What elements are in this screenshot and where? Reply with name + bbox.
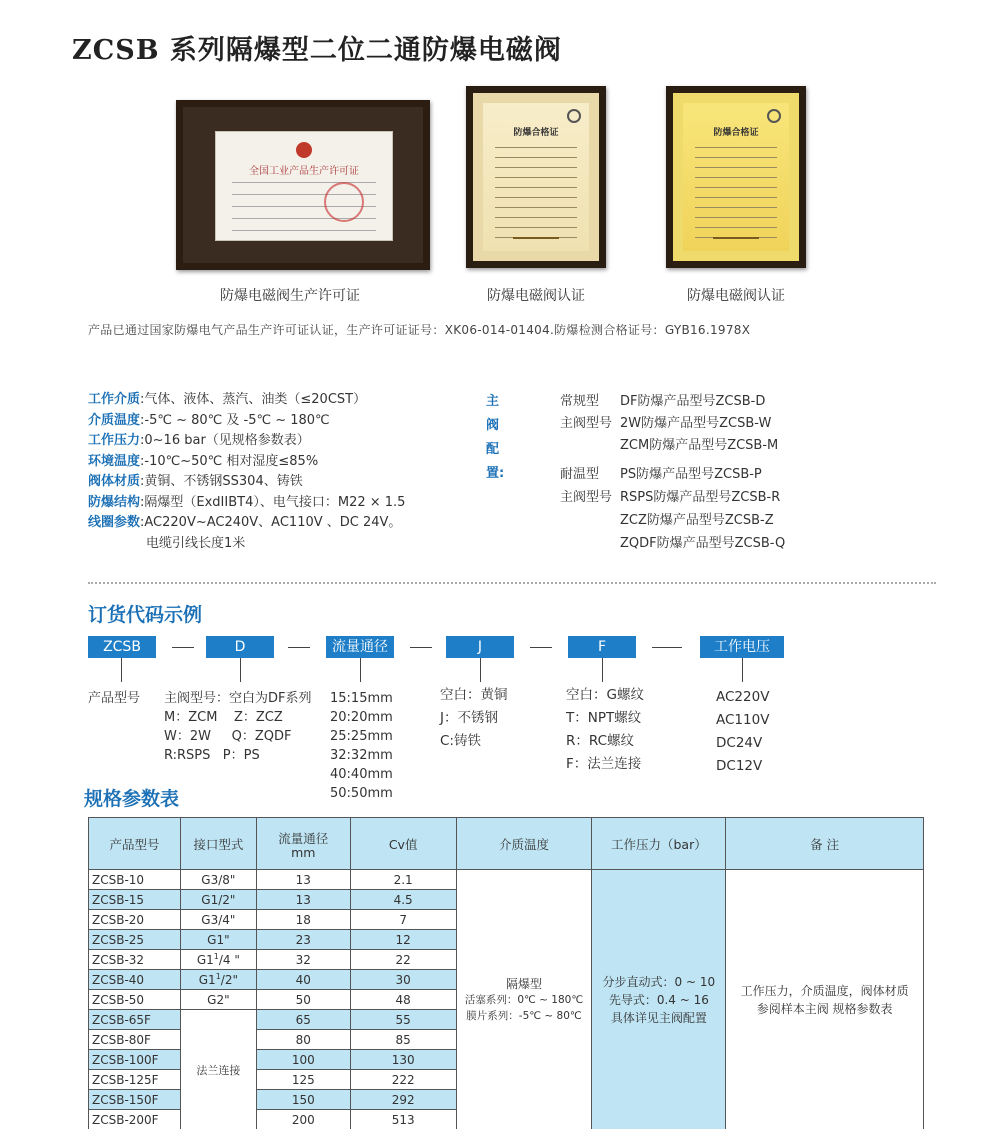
code-box-main: D (206, 636, 274, 658)
cell-pressure: 分步直动式：0 ~ 10 先导式：0.4 ~ 16 具体详见主阀配置 (592, 870, 726, 1129)
cell-cv: 48 (350, 990, 456, 1010)
config-group: 主阀型号 (560, 490, 613, 505)
config-group: 常规型 (560, 394, 600, 409)
connector-line (742, 658, 743, 682)
code-box-dn: 流量通径 (326, 636, 394, 658)
cell-dn: 150 (256, 1090, 350, 1110)
config-model: ZQDF防爆产品型号ZCSB-Q (620, 536, 786, 551)
code-dash (652, 647, 682, 648)
cell-dn: 40 (256, 970, 350, 990)
order-section-title: 订货代码示例 (88, 604, 203, 626)
cell-dn: 80 (256, 1030, 350, 1050)
cell-port: G3/4" (180, 910, 256, 930)
code-dash (288, 647, 310, 648)
explosion-proof-certificate-1 (466, 86, 606, 268)
spec-table (88, 817, 924, 1129)
spec-value: :-10℃~50℃ 相对湿度≤85% (140, 453, 319, 469)
certificate-caption: 防爆电磁阀认证 (687, 288, 785, 304)
cell-dn: 18 (256, 910, 350, 930)
spec-value: :气体、液体、蒸汽、油类（≤20CST） (140, 392, 367, 407)
spec-item (88, 493, 405, 514)
spec-key: 防爆结构 (88, 494, 141, 510)
config-group: 耐温型 (560, 467, 600, 482)
th-dn: 流量通径 mm (256, 818, 350, 870)
config-model: ZCM防爆产品型号ZCSB-M (620, 438, 779, 453)
code-dash (410, 647, 432, 648)
spec-item (88, 452, 405, 473)
th-medium-temp: 介质温度 (456, 818, 592, 870)
cell-cv: 55 (350, 1010, 456, 1030)
spec-extra: 电缆引线长度1米 (146, 535, 246, 551)
spec-item (88, 472, 405, 493)
config-model: ZCZ防爆产品型号ZCSB-Z (620, 513, 774, 528)
cell-dn: 100 (256, 1050, 350, 1070)
table-section-title: 规格参数表 (84, 788, 180, 810)
cell-cv: 22 (350, 950, 456, 970)
cell-model: ZCSB-25 (89, 930, 181, 950)
config-model: 2W防爆产品型号ZCSB-W (620, 416, 772, 431)
cell-model: ZCSB-50 (89, 990, 181, 1010)
connector-line (480, 658, 481, 682)
certificate-caption: 防爆电磁阀认证 (487, 288, 585, 304)
cell-model: ZCSB-80F (89, 1030, 181, 1050)
certificate-caption: 防爆电磁阀生产许可证 (220, 288, 360, 304)
cert-logo-icon (567, 109, 581, 123)
spec-key: 工作压力 (88, 433, 141, 448)
desc-voltage: AC220V AC110V DC24V DC12V (716, 689, 770, 774)
cell-cv: 222 (350, 1070, 456, 1090)
spec-value: :-5℃ ~ 80℃ 及 -5℃ ~ 180℃ (140, 412, 330, 428)
cell-model: ZCSB-150F (89, 1090, 181, 1110)
code-dash (172, 647, 194, 648)
cell-dn: 13 (256, 890, 350, 910)
spec-key: 工作介质 (88, 392, 141, 407)
connector-line (121, 658, 122, 682)
cell-port: G1/2" (180, 890, 256, 910)
desc-dn: 15:15mm 20:20mm 25:25mm 32:32mm 40:40mm 50:50mm (330, 691, 393, 801)
red-seal-icon (324, 182, 364, 222)
spec-value: :AC220V~AC240V、AC110V 、DC 24V。 (140, 515, 402, 530)
code-box-voltage: 工作电压 (700, 636, 784, 658)
connector-line (360, 658, 361, 682)
cell-model: ZCSB-40 (89, 970, 181, 990)
cell-cv: 30 (350, 970, 456, 990)
spec-list (88, 390, 405, 554)
code-box-material: J (446, 636, 514, 658)
connector-line (240, 658, 241, 682)
desc-thread: 空白：G螺纹 T：NPT螺纹 R：RC螺纹 F：法兰连接 (566, 687, 644, 772)
cell-medium-temp: 隔爆型 活塞系列：0℃ ~ 180℃ 膜片系列：-5℃ ~ 80℃ (456, 870, 592, 1129)
explosion-proof-certificate-2 (666, 86, 806, 268)
spec-key: 阀体材质 (88, 474, 141, 489)
cell-dn: 200 (256, 1110, 350, 1129)
cell-model: ZCSB-200F (89, 1110, 181, 1129)
cell-dn: 50 (256, 990, 350, 1010)
cell-dn: 23 (256, 930, 350, 950)
cell-port: G3/8" (180, 870, 256, 890)
dotted-divider (88, 582, 936, 584)
th-cv: Cv值 (350, 818, 456, 870)
cell-cv: 130 (350, 1050, 456, 1070)
certificate-doc-title: 防爆合格证 (713, 128, 759, 138)
config-model: DF防爆产品型号ZCSB-D (620, 394, 766, 409)
config-model: PS防爆产品型号ZCSB-P (620, 467, 762, 482)
cell-model: ZCSB-100F (89, 1050, 181, 1070)
spec-value: :隔爆型（ExdIIBT4）、电气接口：M22 × 1.5 (140, 494, 406, 510)
cell-dn: 32 (256, 950, 350, 970)
desc-product: 产品型号 (88, 691, 141, 706)
cell-model: ZCSB-65F (89, 1010, 181, 1030)
code-box-product: ZCSB (88, 636, 156, 658)
th-pressure: 工作压力（bar） (592, 818, 726, 870)
th-port: 接口型式 (180, 818, 256, 870)
code-dash (530, 647, 552, 648)
cell-model: ZCSB-32 (89, 950, 181, 970)
page-title: ZCSB 系列隔爆型二位二通防爆电磁阀 (72, 35, 562, 66)
connector-line (602, 658, 603, 682)
cell-remark: 工作压力，介质温度，阀体材质 参阅样本主阀 规格参数表 (726, 870, 924, 1129)
cell-dn: 13 (256, 870, 350, 890)
cell-cv: 85 (350, 1030, 456, 1050)
cell-model: ZCSB-20 (89, 910, 181, 930)
spec-key: 环境温度 (88, 453, 141, 469)
cell-port: $G1^1/4$ " (180, 950, 256, 970)
cell-cv: 4.5 (350, 890, 456, 910)
certificate-doc-title: 全国工业产品生产许可证 (249, 166, 359, 177)
production-license-certificate (176, 100, 430, 270)
th-model: 产品型号 (89, 818, 181, 870)
cell-port: G1" (180, 930, 256, 950)
certification-note: 产品已通过国家防爆电气产品生产许可证认证，生产许可证证号：XK06-014-01404.防爆检测合格证号：GYB16.1978X (88, 323, 751, 337)
table-header-row (89, 818, 924, 870)
cell-cv: 7 (350, 910, 456, 930)
desc-main-valve: 主阀型号：空白为DF系列 M：ZCM Z：ZCZ W：2W Q：ZQDF R:RSPS P：PS (164, 691, 312, 763)
spec-item (88, 431, 405, 452)
spec-value: :黄铜、不锈钢SS304、铸铁 (140, 474, 303, 489)
desc-material: 空白：黄铜 J：不锈钢 C:铸铁 (440, 687, 508, 749)
cert-logo-icon (767, 109, 781, 123)
table-row (89, 870, 924, 890)
certificate-doc-title: 防爆合格证 (513, 128, 559, 138)
cell-model: ZCSB-15 (89, 890, 181, 910)
spec-item (88, 513, 405, 534)
cell-cv: 2.1 (350, 870, 456, 890)
th-remark: 备 注 (726, 818, 924, 870)
config-model: RSPS防爆产品型号ZCSB-R (620, 490, 781, 505)
national-emblem-icon (296, 142, 312, 158)
cell-cv: 292 (350, 1090, 456, 1110)
cell-cv: 12 (350, 930, 456, 950)
spec-key: 介质温度 (88, 412, 141, 428)
cell-port: G2" (180, 990, 256, 1010)
cell-model: ZCSB-10 (89, 870, 181, 890)
config-group: 主阀型号 (560, 416, 613, 431)
cell-dn: 125 (256, 1070, 350, 1090)
cell-cv: 513 (350, 1110, 456, 1129)
cell-port: $G1^1/2$" (180, 970, 256, 990)
config-label: 主阀配置: (486, 394, 505, 481)
cell-dn: 65 (256, 1010, 350, 1030)
cell-port-flange: 法兰连接 (180, 1010, 256, 1129)
spec-key: 线圈参数 (88, 515, 141, 530)
code-box-thread: F (568, 636, 636, 658)
cell-model: ZCSB-125F (89, 1070, 181, 1090)
spec-item (88, 411, 405, 432)
spec-value: :0~16 bar（见规格参数表） (140, 433, 310, 448)
spec-item (88, 390, 405, 411)
